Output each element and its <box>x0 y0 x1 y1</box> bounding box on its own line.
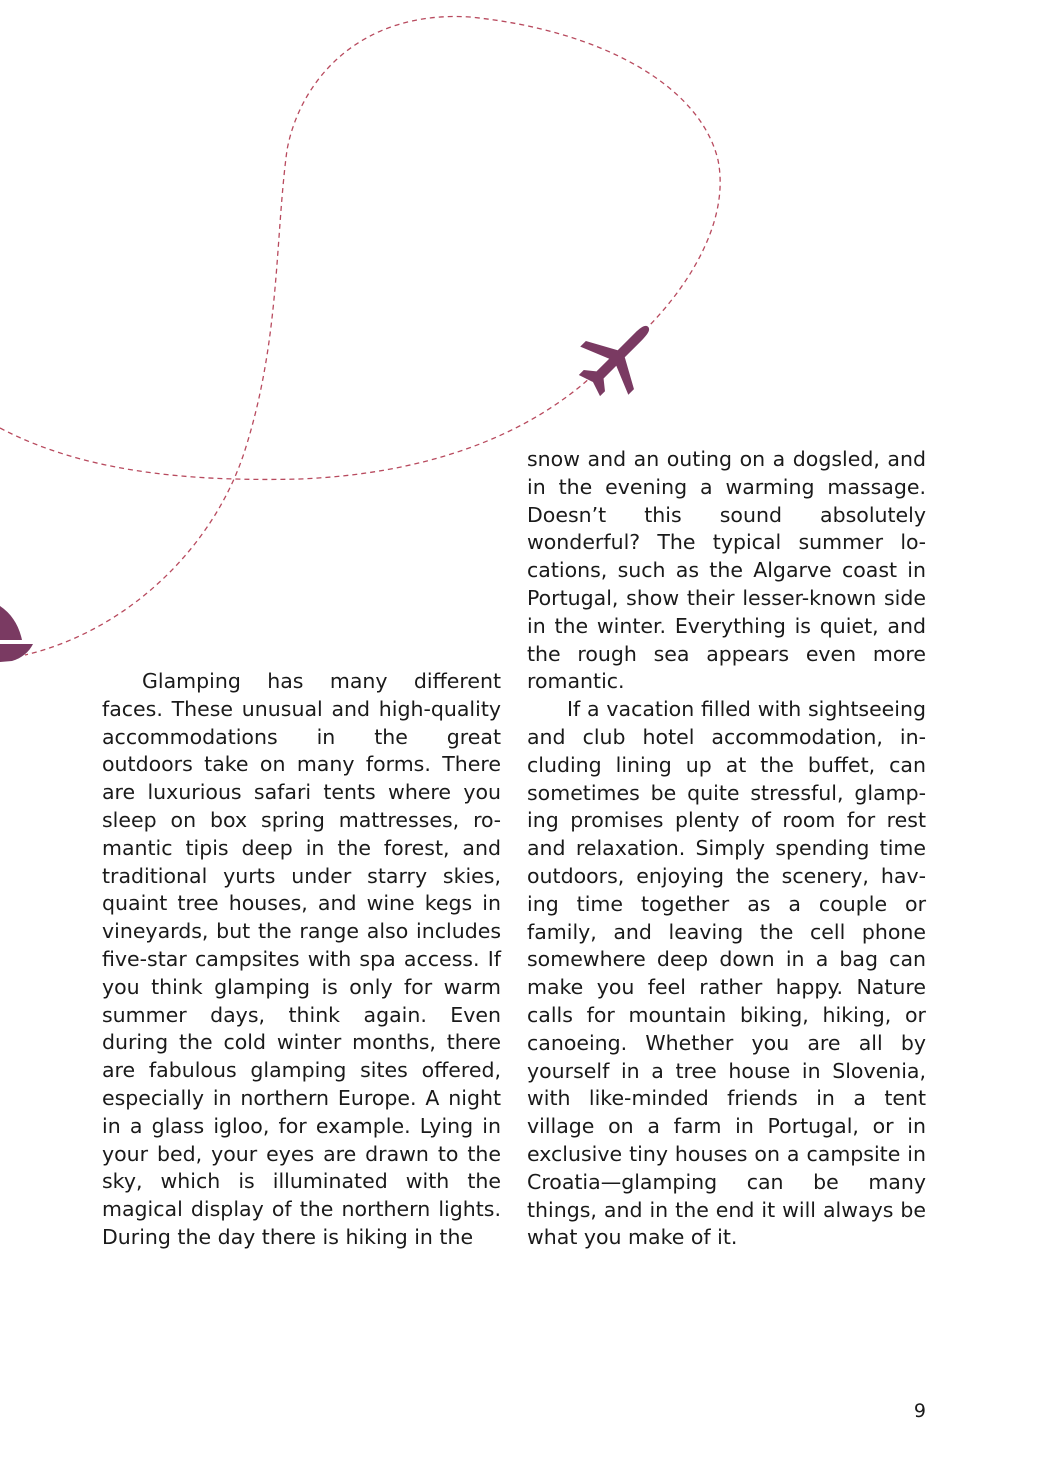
article-column-left <box>102 668 501 1252</box>
article-column-right <box>527 446 926 1252</box>
sailboat-icon <box>0 606 33 662</box>
article-paragraph: snow and an outing on a dogsled, and in the evening a warming massage. Doesn’t this sound absolutely wonderful? The typical summer locations, such as the Algarve coast in Portugal, show their lesser-known side in the winter. Everything is quiet, and the rough sea appears even more romantic. <box>527 447 926 694</box>
article-paragraph: If a vacation filled with sightseeing and club hotel accommodation, including lining up at the buffet, can sometimes be quite stressful, glamping promises plenty of room for rest and relaxation. Simply spending time outdoors, enjoying the scenery, having time together as a couple or family, and leaving the cell phone somewhere deep down in a bag can make you feel rather happy. Nature calls for mountain biking, hiking, or canoeing. Whether you are all by yourself in a tree house in Slovenia, with like-minded friends in a tent village on a farm in Portugal, or in exclusive tiny houses on a campsite in Croatia—glamping can be many things, and in the end it will always be what you make of it. <box>527 697 926 1250</box>
article-paragraph: Glamping has many different faces. These unusual and high-quality accommodations in the great outdoors take on many forms. There are luxurious safari tents where you sleep on box spring mattresses, romantic tipis deep in the forest, and traditional yurts under starry skies, quaint tree houses, and wine kegs in vineyards, but the range also includes five-star campsites with spa access. If you think glamping is only for warm summer days, think again. Even during the cold winter months, there are fabulous glamping sites offered, especially in northern Europe. A night in a glass igloo, for example. Lying in your bed, your eyes are drawn to the sky, which is illuminated with the magical display of the northern lights. During the day there is hiking in the <box>102 669 501 1249</box>
page-number: 9 <box>913 1400 926 1422</box>
airplane-icon <box>565 303 672 410</box>
